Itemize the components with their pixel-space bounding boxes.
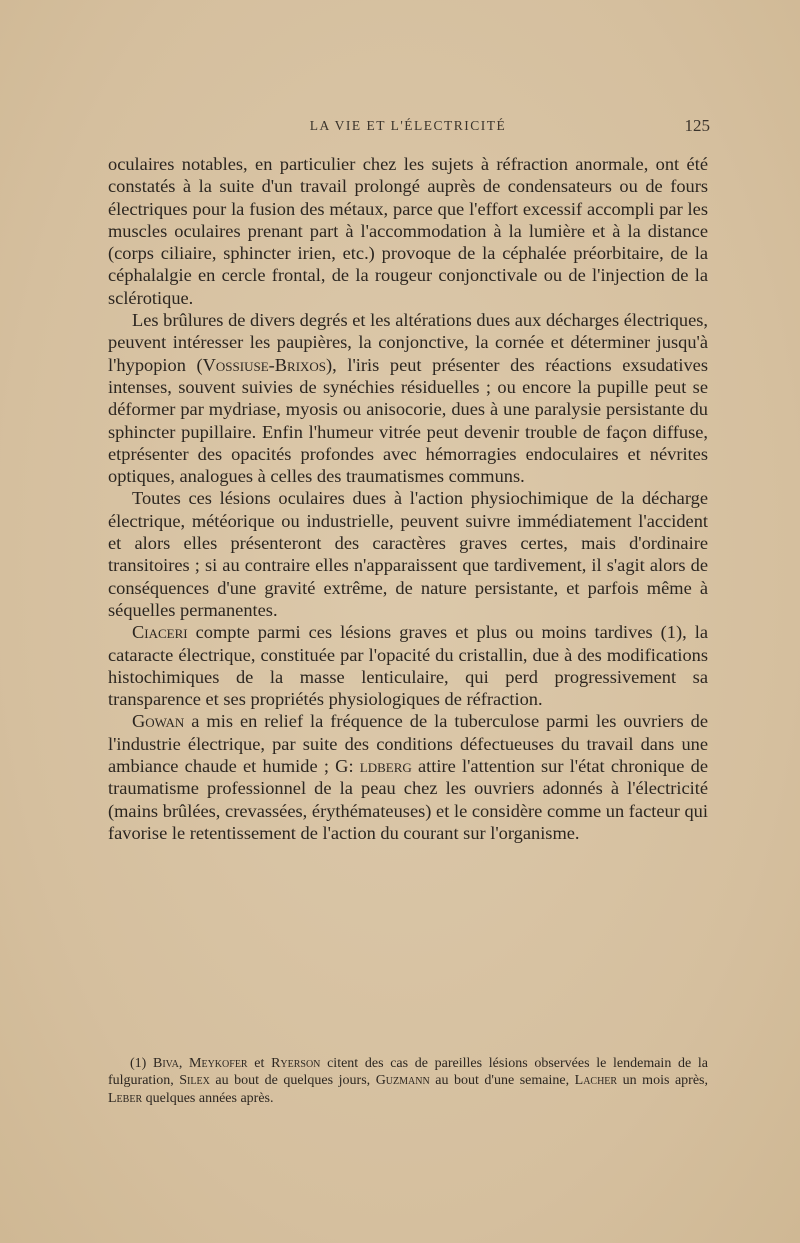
text-run: (1) xyxy=(130,1056,154,1071)
author-name: Vossiuse-Brixos xyxy=(202,354,327,375)
text-run: citent des cas de pareilles lésions observées le lendemain de la fulguration, xyxy=(108,1056,709,1089)
text-run: attire l'attention sur l'état chronique de traumatisme professionnel de la peau chez les ouvriers adonnés à l'électricité (mains brûlées, crevassées, érythémateuses) et le considère comme un facteur qui favorise le retentissement de l'action du courant sur l'organisme. xyxy=(108,756,708,843)
footnote xyxy=(108,1055,708,1107)
author-name: Lacher xyxy=(574,1073,618,1089)
paragraph xyxy=(108,487,708,621)
text-run: Toutes ces lésions oculaires dues à l'action physiochimique de la décharge électrique, météorique ou industrielle, peuvent suivre immédiatement l'accident et alors elles présenteront des caractères graves certes, mais d'ordinaire transitoires ; si au contraire elles n'apparaissent que tardivement, il s'agit alors de conséquences d'une gravité extrême, de nature persistante, et parfois même à séquelles permanentes. xyxy=(108,488,708,620)
text-run: un mois après, xyxy=(617,1073,708,1089)
paragraph xyxy=(108,153,708,309)
text-run: ), l'iris peut présenter des réactions exsudatives intenses, souvent suivies de synéchies résiduelles ; ou encore la pupille peut se déformer par mydriase, myosis ou anisocorie, dues à une paralysie persistante du sphincter pupillaire. Enfin l'humeur vitrée peut devenir trouble de façon diffuse, etprésenter des opacités profondes avec hémorragies endoculaires et névrites optiques, analogues à celles des traumatismes communs. xyxy=(108,354,709,487)
page-number: 125 xyxy=(684,116,710,135)
text-run: au bout d'une semaine, xyxy=(429,1073,575,1089)
text-run: oculaires notables, en particulier chez les sujets à réfraction anormale, ont été constatés à la suite d'un travail prolongé auprès de condensateurs ou de fours électriques pour la fusion des métaux, parce que l'effort excessif accompli par les muscles oculaires prenant part à l'accommodation à la lumière et à la distance (corps ciliaire, sphincter irien, etc.) provoque de la céphalée préorbitaire, de la céphalalgie en cercle frontal, de la rougeur conjonctivale ou de l'injection de la sclérotique. xyxy=(108,154,708,308)
text-run: quelques années après. xyxy=(142,1090,274,1106)
page-header xyxy=(108,118,708,140)
text-run: a mis en relief la fréquence de la tuberculose parmi les ouvriers de l'industrie électrique, par suite des conditions défectueuses du travail dans une ambiance chaude et humide ; xyxy=(108,711,708,777)
author-name: Ciaceri xyxy=(132,622,188,643)
footnotes xyxy=(108,1055,708,1107)
author-name: Silex xyxy=(179,1073,210,1089)
body-text xyxy=(108,153,708,844)
paragraph xyxy=(108,309,708,487)
author-name: G: ldberg xyxy=(335,756,412,777)
running-title: LA VIE ET L'ÉLECTRICITÉ xyxy=(309,118,507,133)
paragraph xyxy=(108,710,708,844)
author-name: Guzmann xyxy=(375,1073,430,1089)
author-name: Ryerson xyxy=(271,1056,321,1071)
author-name: Gowan xyxy=(132,711,185,732)
paragraph xyxy=(108,621,708,710)
author-name: Meykofer xyxy=(189,1056,248,1071)
text-run: compte parmi ces lésions graves et plus ou moins tardives (1), la cataracte électrique, constituée par l'opacité du cristallin, due à des modifications histochimiques de la masse lenticulaire, qui perd progressivement sa transparence et ses propriétés physiologiques de réfraction. xyxy=(108,622,708,710)
author-name: Leber xyxy=(108,1090,143,1106)
author-name: Biva xyxy=(153,1056,179,1071)
text-run: , xyxy=(178,1056,190,1071)
text-run: et xyxy=(247,1056,272,1071)
text-run: Les brûlures de divers degrés et les altérations dues aux décharges électriques, peuvent intéresser les paupières, la conjonctive, la cornée et déterminer jusqu'à l'hypopion ( xyxy=(108,310,708,375)
text-run: au bout de quelques jours, xyxy=(209,1073,376,1089)
